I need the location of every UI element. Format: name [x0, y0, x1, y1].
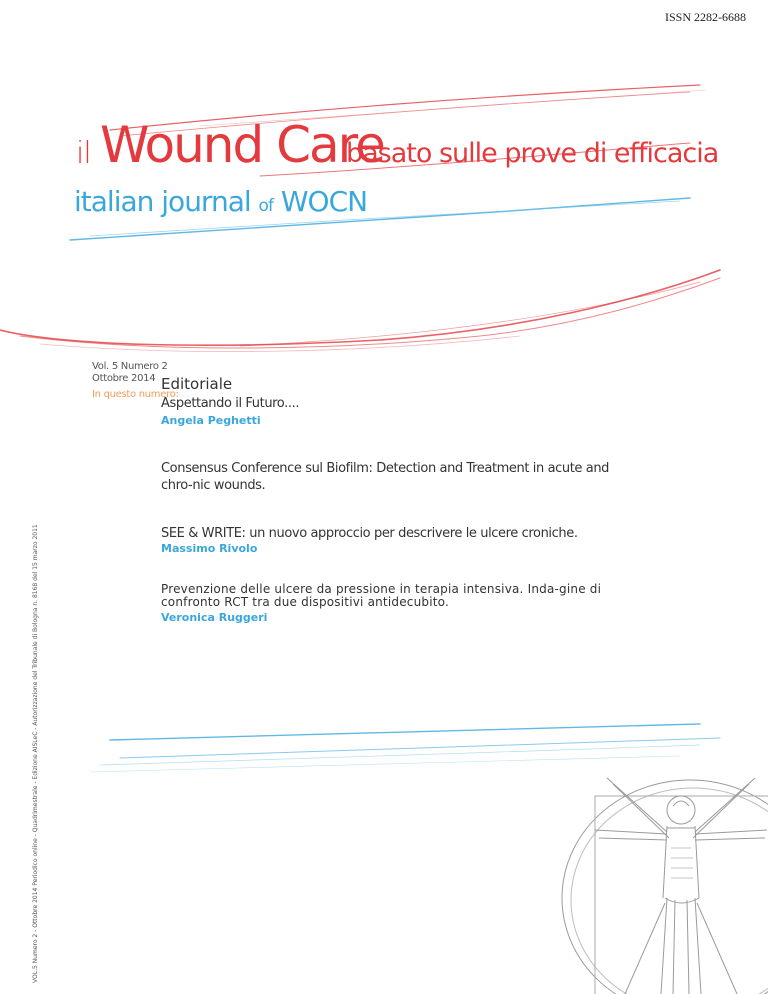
- logo-subtitle: basato sulle prove di efficacia: [346, 138, 719, 169]
- issn-label: ISSN 2282-6688: [664, 10, 746, 24]
- issue-volume: Vol. 5 Numero 2: [92, 361, 168, 372]
- logo-wound-care: Wound Care: [100, 116, 384, 174]
- article-1-author: Angela Peghetti: [161, 414, 261, 427]
- logo-italian-text: italian journal: [74, 185, 251, 218]
- issue-date: Ottobre 2014: [92, 373, 156, 384]
- issue-info: [92, 361, 168, 385]
- article-3-title: SEE & WRITE: un nuovo approccio per descrivere le ulcere croniche.: [161, 526, 578, 541]
- article-2-title: Consensus Conference sul Biofilm: Detection and Treatment in acute and chro-nic wounds.: [161, 461, 610, 493]
- logo-il: il: [76, 136, 91, 171]
- vitruvian-man-illustration: [555, 748, 768, 994]
- article-4-title: Prevenzione delle ulcere da pressione in terapia intensiva. Inda-gine di confronto RCT tra due dispositivi antidecubito.: [161, 582, 602, 609]
- spine-text: VOL.5 Numero 2 - Ottobre 2014 Periodico online - Quadrimestrale - Edizione AISLeC - Autorizzazione del Tribunale di Bologna n. 8168 del 15 marzo 2011: [32, 524, 39, 983]
- logo-of: of: [258, 196, 273, 216]
- logo-italian-journal: [74, 185, 367, 218]
- article-3-author: Massimo Rivolo: [161, 542, 258, 555]
- section-heading: Editoriale: [161, 375, 233, 393]
- in-this-issue-label: In questo numero:: [92, 389, 179, 400]
- article-4-author: Veronica Ruggeri: [161, 611, 268, 624]
- article-1-title: Aspettando il Futuro....: [161, 396, 300, 411]
- logo-wocn: WOCN: [280, 185, 368, 218]
